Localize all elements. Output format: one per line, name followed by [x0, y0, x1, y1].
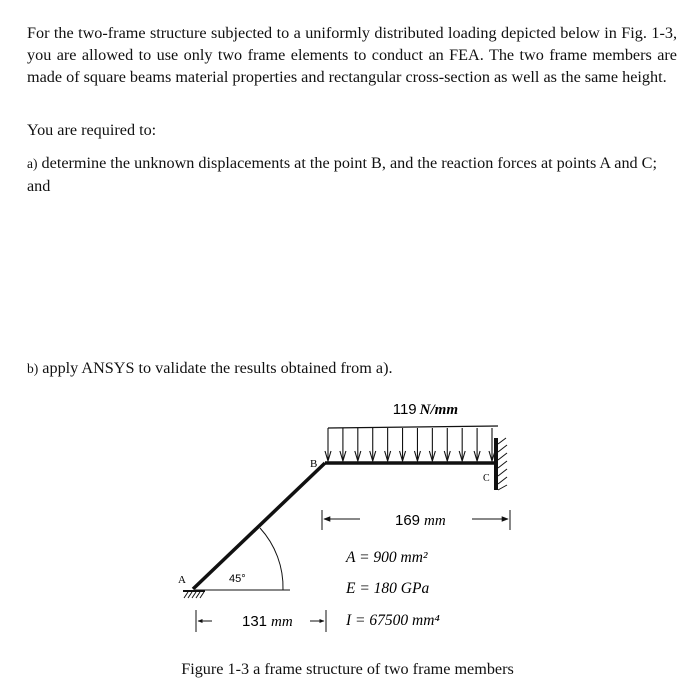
point-a-label: A — [178, 574, 186, 586]
required-heading: You are required to: — [27, 121, 157, 139]
inertia-property: I = 67500 mm⁴ — [346, 612, 440, 629]
load-unit: N/mm — [419, 402, 458, 418]
point-c-label: C — [483, 473, 490, 484]
span-bc-label — [395, 512, 446, 529]
support-a — [183, 591, 205, 598]
point-b-label: B — [310, 458, 318, 470]
part-a-text: determine the unknown displacements at the point B, and the reaction forces at points A and C; and — [27, 154, 657, 195]
span-ab-value: 131 — [242, 613, 268, 630]
part-b-text: apply ANSYS to validate the results obtained from a). — [42, 359, 393, 377]
span-bc-unit: mm — [424, 513, 446, 529]
figure-caption: Figure 1-3 a frame structure of two frame members — [181, 660, 514, 678]
span-bc-value: 169 — [395, 512, 421, 529]
angle-label: 45° — [229, 573, 246, 585]
area-property: A = 900 mm² — [346, 549, 428, 566]
modulus-property: E = 180 GPa — [346, 580, 430, 597]
distributed-load — [325, 426, 498, 461]
part-b-label: b) — [27, 361, 39, 376]
angle-arc — [260, 528, 283, 590]
load-label — [393, 401, 458, 418]
load-top-line — [328, 426, 498, 428]
span-ab-unit: mm — [271, 614, 293, 630]
problem-intro: For the two-frame structure subjected to a uniformly distributed loading depicted below in Fig. 1-3, you are allowed to use only two frame elements to conduct an FEA. The two frame members are made of square beams material properties and rectangular cross-section as well as the same height. — [27, 24, 677, 86]
load-value: 119 — [392, 401, 417, 418]
part-a-label: a) — [27, 156, 38, 171]
support-c — [494, 438, 507, 490]
span-ab-label — [242, 613, 293, 630]
member-ab — [193, 463, 325, 589]
